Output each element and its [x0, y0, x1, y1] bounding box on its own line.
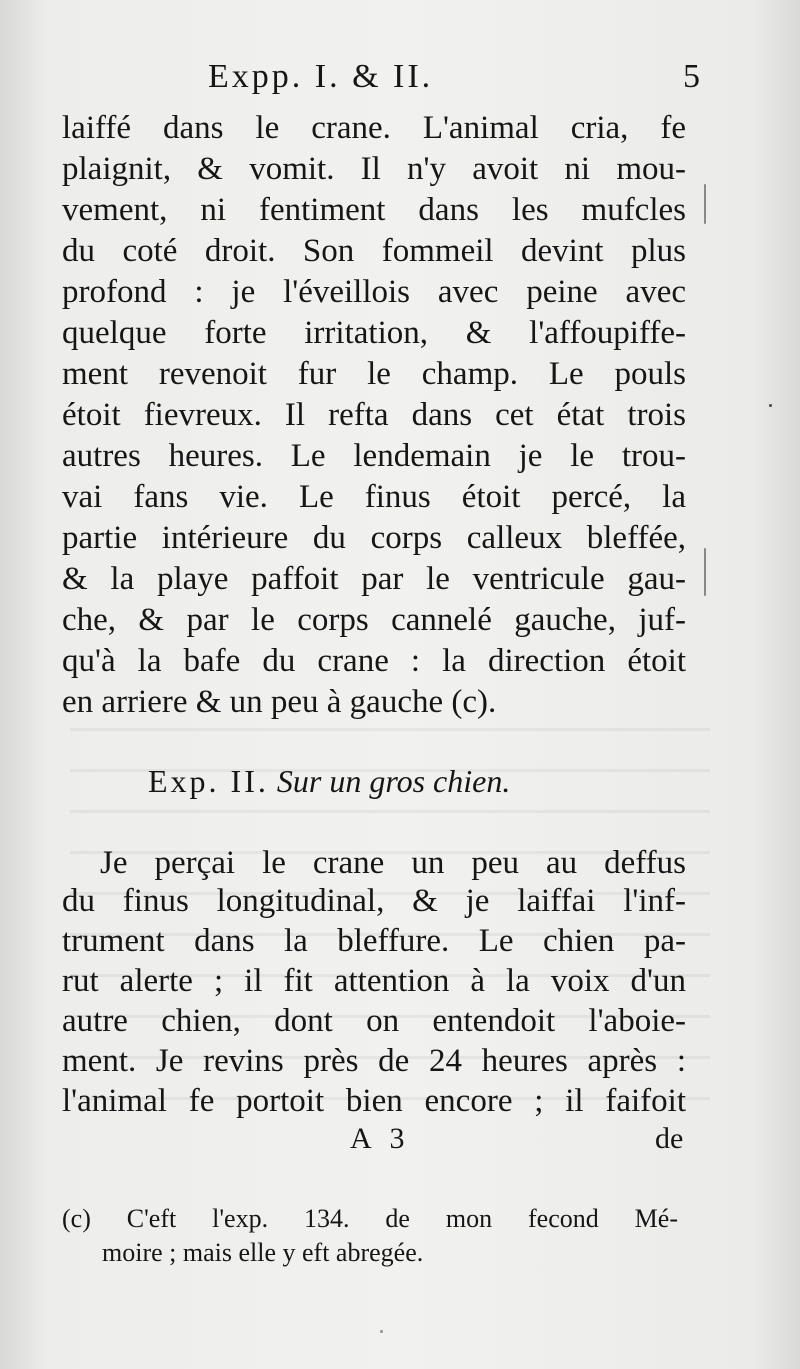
- text-line: vai fans vie. Le finus étoit percé, la: [62, 479, 686, 515]
- paper-mark: [380, 1330, 383, 1333]
- text-line: ment. Je revins près de 24 heures après :: [62, 1043, 686, 1079]
- footnote-line: moire ; mais elle y eft abregée.: [102, 1238, 424, 1267]
- paper-mark: [769, 404, 772, 407]
- text-line: laiffé dans le crane. L'animal cria, fe: [62, 110, 686, 146]
- text-line: en arriere & un peu à gauche (c).: [62, 684, 497, 720]
- text-line: ment revenoit fur le champ. Le pouls: [62, 356, 686, 392]
- text-line: quelque forte irritation, & l'affoupiffe-: [62, 315, 686, 351]
- text-line: du coté droit. Son fommeil devint plus: [62, 233, 686, 269]
- text-line: l'animal fe portoit bien encore ; il faifoit: [62, 1083, 686, 1119]
- text-line: autre chien, dont on entendoit l'aboie-: [62, 1003, 686, 1039]
- footnote-line: (c) C'eft l'exp. 134. de mon fecond Mé-: [62, 1204, 678, 1233]
- page-header: [60, 58, 700, 108]
- running-title: Expp. I. & II.: [208, 58, 434, 95]
- text-line: & la playe paffoit par le ventricule gau-: [62, 561, 686, 597]
- paper-mark: [704, 184, 706, 224]
- section-label: Exp. II.: [148, 763, 269, 799]
- text-line: vement, ni fentiment dans les mufcles: [62, 192, 686, 228]
- text-line: plaignit, & vomit. Il n'y avoit ni mou-: [62, 151, 686, 187]
- text-line: profond : je l'éveillois avec peine avec: [62, 274, 686, 310]
- section-heading: [148, 763, 510, 800]
- text-line: Je perçai le crane un peu au deffus: [100, 845, 686, 881]
- text-line: trument dans la bleffure. Le chien pa-: [62, 923, 686, 959]
- text-line: qu'à la bafe du crane : la direction étoit: [62, 643, 686, 679]
- catchword: de: [655, 1122, 684, 1155]
- paper-mark: [704, 548, 706, 596]
- text-line: du finus longitudinal, & je laiffai l'inf-: [62, 883, 686, 919]
- text-line: che, & par le corps cannelé gauche, juf-: [62, 602, 686, 638]
- text-line: partie intérieure du corps calleux bleffée,: [62, 520, 686, 556]
- text-line: étoit fievreux. Il refta dans cet état trois: [62, 397, 686, 433]
- section-title: Sur un gros chien.: [276, 763, 511, 799]
- text-line: autres heures. Le lendemain je le trou-: [62, 438, 686, 474]
- text-line: rut alerte ; il fit attention à la voix d'un: [62, 963, 686, 999]
- page-number: 5: [683, 58, 700, 95]
- signature-mark: A 3: [350, 1122, 411, 1155]
